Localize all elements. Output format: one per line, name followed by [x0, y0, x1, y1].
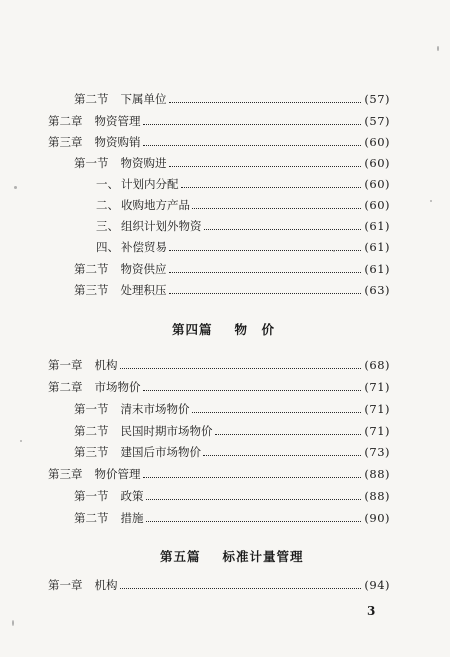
toc-entry-prefix: 第三章: [48, 467, 83, 481]
toc-entry-page: (61): [364, 240, 390, 254]
toc-entry-page: (88): [364, 467, 390, 481]
toc-entry[interactable]: [96, 171, 390, 191]
toc-entry-prefix: 第三节: [74, 445, 109, 459]
toc-entry-page: (88): [364, 489, 390, 503]
toc-entry[interactable]: [74, 483, 390, 503]
leader-dots: [143, 469, 362, 478]
toc-entry-page: (57): [364, 92, 390, 106]
toc-entry-page: (71): [364, 424, 390, 438]
toc-entry-prefix: 二、: [96, 198, 119, 212]
part-heading: [172, 320, 275, 338]
toc-entry-prefix: 第一章: [48, 578, 83, 592]
leader-dots: [169, 264, 362, 273]
toc-entry[interactable]: [48, 461, 390, 481]
part-title: 标准计量管理: [222, 549, 304, 564]
toc-entry-prefix: 第一节: [74, 489, 109, 503]
toc-entry-prefix: 第二节: [74, 92, 109, 106]
toc-entry-title: 收购地方产品: [121, 198, 190, 212]
leader-dots: [192, 404, 362, 413]
toc-entry-page: (90): [364, 511, 390, 525]
leader-dots: [143, 116, 362, 125]
toc-entry-title: 物资购进: [120, 156, 167, 170]
toc-entry[interactable]: [48, 374, 390, 394]
page-number: 3: [367, 604, 376, 618]
toc-entry[interactable]: [96, 192, 390, 212]
toc-entry-prefix: 第二节: [74, 511, 109, 525]
leader-dots: [169, 285, 362, 294]
scan-speck: [333, 250, 335, 252]
toc-entry-prefix: 三、: [96, 219, 119, 233]
scan-speck: [14, 186, 17, 189]
toc-entry-title: 措施: [120, 511, 144, 525]
toc-entry-prefix: 四、: [96, 240, 119, 254]
scan-speck: [430, 200, 432, 202]
toc-entry-page: (60): [364, 135, 390, 149]
scan-speck: [20, 440, 22, 442]
toc-entry-prefix: 第二节: [74, 262, 109, 276]
toc-entry-page: (68): [364, 358, 390, 372]
toc-entry-prefix: 第一节: [74, 156, 109, 170]
part-title: 物 价: [234, 322, 276, 337]
part-heading: [160, 547, 304, 565]
toc-entry-title: 物资管理: [94, 114, 141, 128]
toc-entry-prefix: 第二章: [48, 380, 83, 394]
leader-dots: [169, 158, 362, 167]
leader-dots: [204, 221, 362, 230]
toc-entry[interactable]: [74, 86, 390, 106]
toc-entry-prefix: 第二节: [74, 424, 109, 438]
toc-entry-title: 物价管理: [94, 467, 141, 481]
toc-entry[interactable]: [48, 129, 390, 149]
toc-entry[interactable]: [74, 418, 390, 438]
toc-entry-title: 物资供应: [120, 262, 167, 276]
leader-dots: [215, 426, 362, 435]
toc-entry-page: (73): [364, 445, 390, 459]
leader-dots: [169, 94, 362, 103]
toc-entry[interactable]: [48, 108, 390, 128]
toc-entry-prefix: 第二章: [48, 114, 83, 128]
toc-entry-title: 建国后市场物价: [120, 445, 201, 459]
toc-entry-title: 市场物价: [94, 380, 141, 394]
toc-entry[interactable]: [74, 505, 390, 525]
leader-dots: [192, 200, 361, 209]
toc-entry-title: 机构: [94, 578, 118, 592]
toc-entry-page: (60): [364, 198, 390, 212]
part-number: 第四篇: [172, 322, 213, 337]
toc-entry-page: (57): [364, 114, 390, 128]
toc-entry-title: 政策: [120, 489, 144, 503]
toc-entry-prefix: 第一节: [74, 402, 109, 416]
toc-entry-page: (63): [364, 283, 390, 297]
toc-entry-page: (61): [364, 262, 390, 276]
toc-entry-page: (60): [364, 156, 390, 170]
scan-speck: [12, 620, 14, 626]
toc-entry[interactable]: [96, 234, 390, 254]
toc-entry-title: 下属单位: [120, 92, 167, 106]
toc-entry[interactable]: [74, 396, 390, 416]
toc-entry-page: (71): [364, 402, 390, 416]
toc-entry-page: (94): [364, 578, 390, 592]
toc-entry[interactable]: [74, 277, 390, 297]
leader-dots: [143, 382, 362, 391]
toc-entry[interactable]: [96, 213, 390, 233]
toc-entry-prefix: 第三节: [74, 283, 109, 297]
leader-dots: [120, 580, 362, 589]
leader-dots: [203, 447, 361, 456]
toc-entry[interactable]: [74, 256, 390, 276]
toc-entry-page: (60): [364, 177, 390, 191]
toc-entry-page: (61): [364, 219, 390, 233]
toc-entry-title: 补偿贸易: [121, 240, 167, 254]
leader-dots: [143, 137, 362, 146]
toc-entry-prefix: 第一章: [48, 358, 83, 372]
toc-entry-title: 机构: [94, 358, 118, 372]
toc-entry[interactable]: [48, 572, 390, 592]
toc-entry-title: 物资购销: [94, 135, 141, 149]
leader-dots: [181, 179, 362, 188]
toc-entry-title: 民国时期市场物价: [120, 424, 213, 438]
toc-entry-title: 计划内分配: [121, 177, 179, 191]
toc-entry[interactable]: [74, 439, 390, 459]
toc-entry-prefix: 第三章: [48, 135, 83, 149]
leader-dots: [146, 491, 362, 500]
toc-entry-title: 组织计划外物资: [121, 219, 202, 233]
leader-dots: [120, 360, 362, 369]
leader-dots: [146, 513, 362, 522]
toc-entry-page: (71): [364, 380, 390, 394]
toc-entry[interactable]: [48, 352, 390, 372]
toc-entry-title: 处理积压: [120, 283, 167, 297]
toc-entry-title: 清末市场物价: [120, 402, 190, 416]
part-number: 第五篇: [160, 549, 201, 564]
toc-entry-prefix: 一、: [96, 177, 119, 191]
toc-entry[interactable]: [74, 150, 390, 170]
scan-speck: [437, 46, 439, 51]
